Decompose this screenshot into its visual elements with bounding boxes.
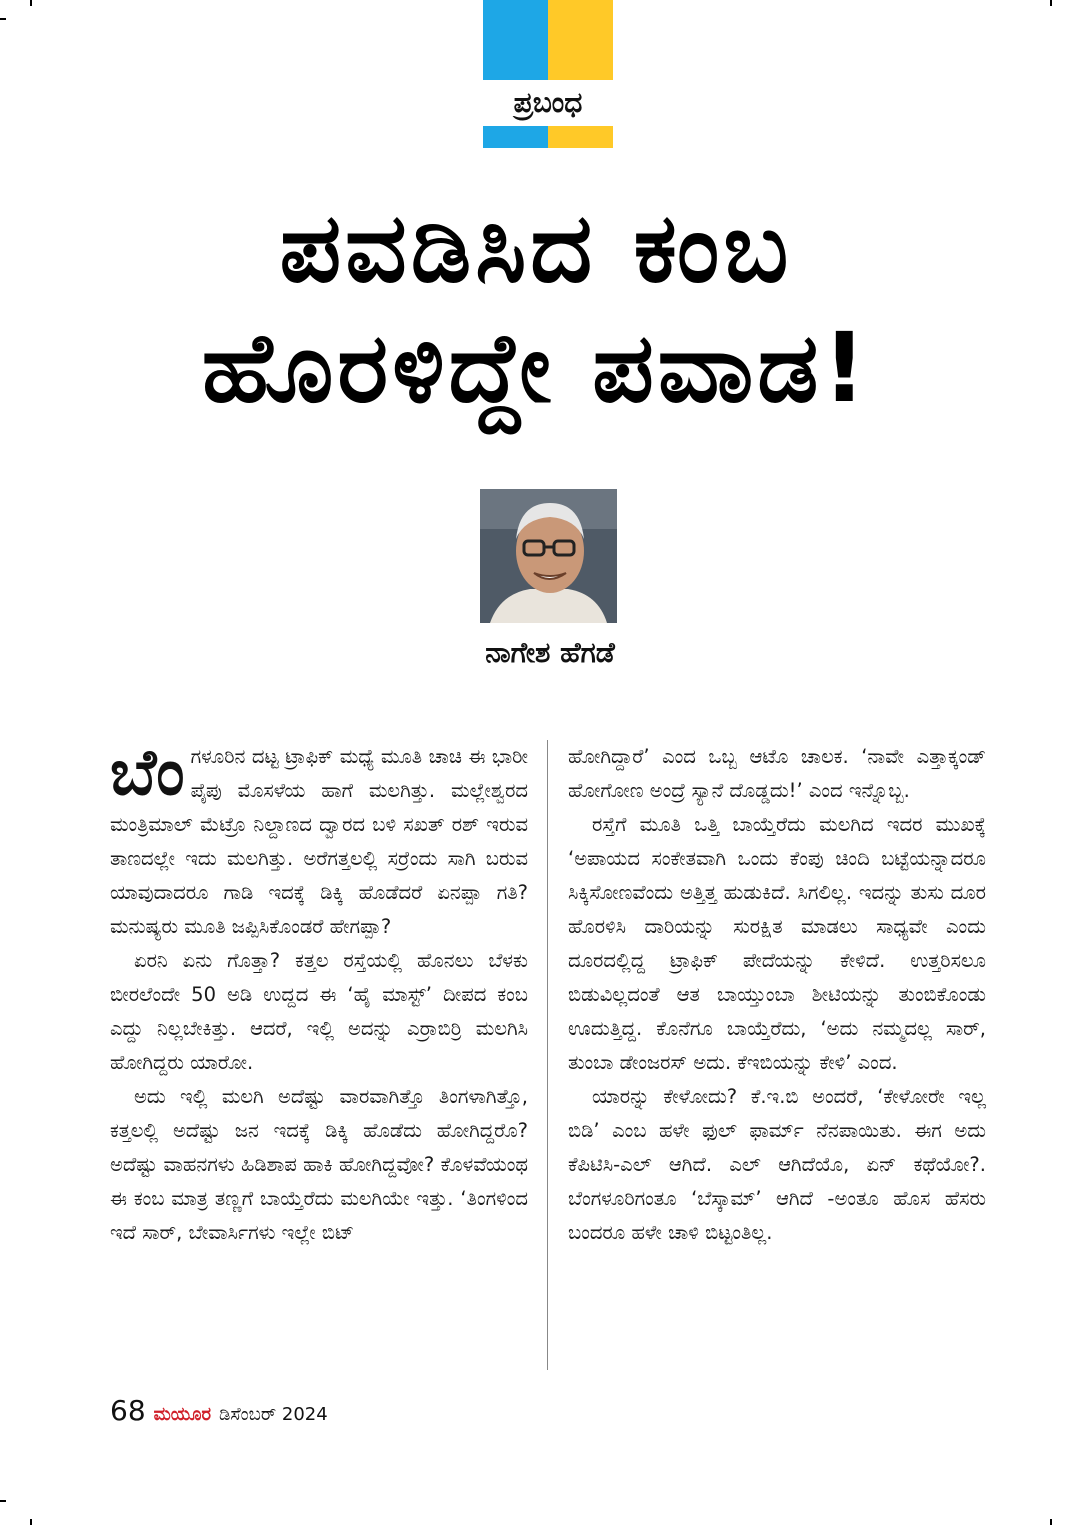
article-headline xyxy=(60,188,1012,428)
paragraph-text: ಗಳೂರಿನ ದಟ್ಟ ಟ್ರಾಫಿಕ್ ಮಧ್ಯೆ ಮೂತಿ ಚಾಚಿ ಈ ಭಾರೀ ಪೈಪು ಮೊಸಳೆಯ ಹಾಗೆ ಮಲಗಿತ್ತು. ಮಲ್ಲೇಶ್ವರದ ಮಂತ್ರಿಮಾಲ್ ಮೆಟ್ರೊ ನಿಲ್ದಾಣದ ದ್ವಾರದ ಬಳಿ ಸಖತ್ ರಶ್ ಇರುವ ತಾಣದಲ್ಲೇ ಇದು ಮಲಗಿತ್ತು. ಅರೆಗತ್ತಲಲ್ಲಿ ಸರ್ರೆಂದು ಸಾಗಿ ಬರುವ ಯಾವುದಾದರೂ ಗಾಡಿ ಇದಕ್ಕೆ ಡಿಕ್ಕಿ ಹೊಡೆದರೆ ಏನಪ್ಪಾ ಗತಿ? ಮನುಷ್ಯರು ಮೂತಿ ಜಪ್ಪಿಸಿಕೊಂಡರೆ ಹೇಗಪ್ಪಾ? xyxy=(110,745,528,938)
crop-mark xyxy=(0,1500,6,1502)
article-paragraph: ಯಾರನ್ನು ಕೇಳೋದು? ಕೆ.ಇ.ಬಿ ಅಂದರೆ, ‘ಕೇಳೋರೇ ಇಲ್ಲ ಬಿಡಿ’ ಎಂಬ ಹಳೇ ಫುಲ್ ಫಾರ್ಮ್ ನೆನಪಾಯಿತು. ಈಗ ಅದು ಕೆಪಿಟಿಸಿ-ಎಲ್ ಆಗಿದೆ. ಎಲ್ ಆಗಿದೆಯೊ, ಏನ್ ಕಥೆಯೋ?. ಬೆಂಗಳೂರಿಗಂತೂ ‘ಬೆಸ್ಕಾಮ್’ ಆಗಿದೆ -ಅಂತೂ ಹೊಸ ಹೆಸರು ಬಂದರೂ ಹಳೇ ಚಾಳಿ ಬಿಟ್ಟಂತಿಲ್ಲ. xyxy=(568,1085,986,1244)
drop-cap: ಬೆಂ xyxy=(110,736,185,810)
issue-date: ಡಿಸೆಂಬರ್ 2024 xyxy=(219,1404,328,1425)
author-photo xyxy=(480,489,617,623)
article-column-left xyxy=(110,736,528,1250)
crop-mark xyxy=(1050,0,1052,6)
crop-mark xyxy=(30,0,32,6)
section-badge xyxy=(483,0,613,148)
article-paragraph: ಏರನಿ ಏನು ಗೊತ್ತಾ? ಕತ್ತಲ ರಸ್ತೆಯಲ್ಲಿ ಹೊನಲು ಬೆಳಕು ಬೀರಲೆಂದೇ 50 ಅಡಿ ಉದ್ದದ ಈ ‘ಹೈ ಮಾಸ್ಟ್’ ದೀಪದ ಕಂಬ ಎದ್ದು ನಿಲ್ಲಬೇಕಿತ್ತು. ಆದರೆ, ಇಲ್ಲಿ ಅದನ್ನು ಎರ್ರಾಬಿರ್ರಿ ಮಲಗಿಸಿ ಹೋಗಿದ್ದರು ಯಾರೋ. xyxy=(110,949,528,1074)
badge-yellow-strip xyxy=(548,126,613,148)
article-paragraph: ರಸ್ತೆಗೆ ಮೂತಿ ಒತ್ತಿ ಬಾಯ್ತೆರೆದು ಮಲಗಿದ ಇದರ ಮುಖಕ್ಕೆ ‘ಅಪಾಯದ ಸಂಕೇತವಾಗಿ ಒಂದು ಕೆಂಪು ಚಿಂದಿ ಬಟ್ಟೆಯನ್ನಾದರೂ ಸಿಕ್ಕಿಸೋಣವೆಂದು ಅತ್ತಿತ್ತ ಹುಡುಕಿದೆ. ಸಿಗಲಿಲ್ಲ. ಇದನ್ನು ತುಸು ದೂರ ಹೊರಳಿಸಿ ದಾರಿಯನ್ನು ಸುರಕ್ಷಿತ ಮಾಡಲು ಸಾಧ್ಯವೇ ಎಂದು ದೂರದಲ್ಲಿದ್ದ ಟ್ರಾಫಿಕ್ ಪೇದೆಯನ್ನು ಕೇಳಿದೆ. ಉತ್ತರಿಸಲೂ ಬಿಡುವಿಲ್ಲದಂತೆ ಆತ ಬಾಯ್ತುಂಬಾ ಶೀಟಿಯನ್ನು ತುಂಬಿಕೊಂಡು ಊದುತ್ತಿದ್ದ. ಕೊನೆಗೂ ಬಾಯ್ತೆರೆದು, ‘ಅದು ನಮ್ಮದಲ್ಲ ಸಾರ್, ತುಂಬಾ ಡೇಂಜರಸ್ ಅದು. ಕೆಇಬಿಯನ್ನು ಕೇಳಿ’ ಎಂದ. xyxy=(568,813,986,1074)
article-paragraph: ಅದು ಇಲ್ಲಿ ಮಲಗಿ ಅದೆಷ್ಟು ವಾರವಾಗಿತ್ತೊ ತಿಂಗಳಾಗಿತ್ತೊ, ಕತ್ತಲಲ್ಲಿ ಅದೆಷ್ಟು ಜನ ಇದಕ್ಕೆ ಡಿಕ್ಕಿ ಹೊಡೆದು ಹೋಗಿದ್ದರೊ? ಅದೆಷ್ಟು ವಾಹನಗಳು ಹಿಡಿಶಾಪ ಹಾಕಿ ಹೋಗಿದ್ದವೋ? ಕೊಳವೆಯಂಥ ಈ ಕಂಬ ಮಾತ್ರ ತಣ್ಣಗೆ ಬಾಯ್ತೆರೆದು ಮಲಗಿಯೇ ಇತ್ತು. ‘ತಿಂಗಳಿಂದ ಇದೆ ಸಾರ್, ಬೇವಾರ್ಸಿಗಳು ಇಲ್ಲೇ ಬಿಟ್ xyxy=(110,1085,528,1244)
badge-blue-block xyxy=(483,0,548,80)
crop-mark xyxy=(1050,1519,1052,1525)
section-label: ಪ್ರಬಂಧ xyxy=(513,86,583,119)
badge-blue-strip xyxy=(483,126,548,148)
article-column-right xyxy=(568,740,986,1250)
article-paragraph xyxy=(110,736,528,944)
author-byline: ನಾಗೇಶ ಹೆಗಡೆ xyxy=(485,636,615,669)
headline-line-2: ಹೊರಳಿದ್ದೇ ಪವಾಡ! xyxy=(201,312,871,424)
page-footer xyxy=(110,1394,328,1428)
crop-mark xyxy=(0,18,6,20)
article-paragraph: ಹೋಗಿದ್ದಾರೆ’ ಎಂದ ಒಬ್ಬ ಆಟೊ ಚಾಲಕ. ‘ನಾವೇ ಎತ್ತಾಕ್ಕಂಡ್ ಹೋಗೋಣ ಅಂದ್ರೆ ಸ್ಯಾನೆ ದೊಡ್ಡದು!’ ಎಂದ ಇನ್ನೊಬ್ಬ. xyxy=(568,745,986,802)
page-number: 68 xyxy=(110,1394,146,1427)
badge-yellow-block xyxy=(548,0,613,80)
headline-line-1: ಪವಡಿಸಿದ ಕಂಬ xyxy=(279,192,793,304)
author-portrait-illustration xyxy=(480,489,617,623)
crop-mark xyxy=(30,1519,32,1525)
magazine-name: ಮಯೂರ xyxy=(153,1404,212,1425)
column-divider xyxy=(547,740,548,1370)
